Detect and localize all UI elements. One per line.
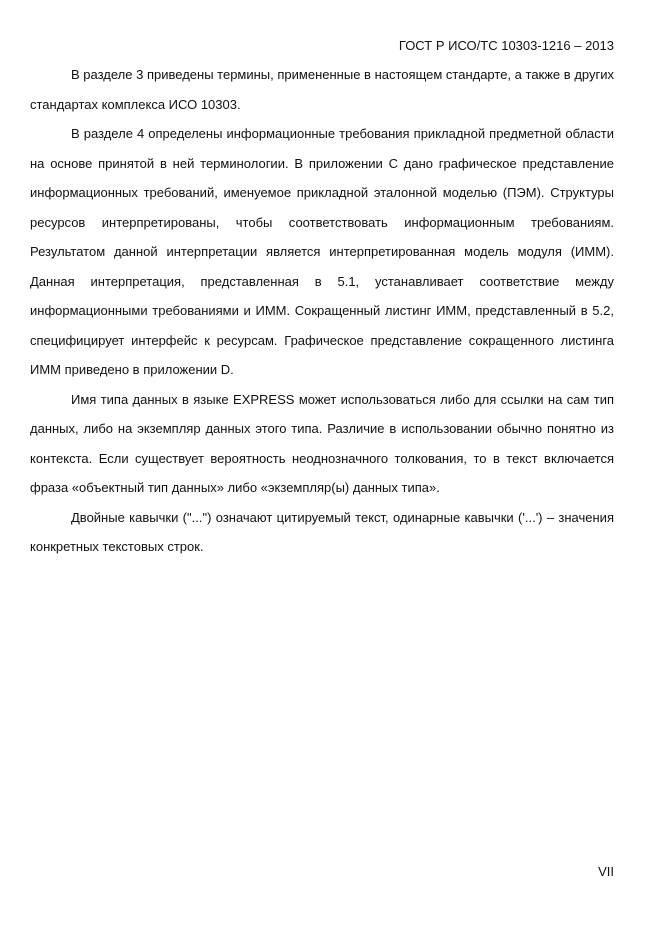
page-number: VII xyxy=(598,864,614,879)
body-text xyxy=(30,60,614,562)
paragraph-express-types: Имя типа данных в языке EXPRESS может использоваться либо для ссылки на сам тип данных, либо на экземпляр данных этого типа. Различие в использовании обычно понятно из контекста. Если существует вероятность неоднозначного толкования, то в текст включается фраза «объектный тип данных» либо «экземпляр(ы) данных типа». xyxy=(30,391,614,495)
paragraph-quotes: Двойные кавычки ("...") означают цитируемый текст, одинарные кавычки ('...') – значения конкретных текстовых строк. xyxy=(30,509,614,554)
standard-header: ГОСТ Р ИСО/ТС 10303-1216 – 2013 xyxy=(398,38,614,53)
paragraph-section-4: В разделе 4 определены информационные требования прикладной предметной области на основе принятой в ней терминологии. В приложении С дано графическое представление информационных требований, именуемое прикладной эталонной моделью (ПЭМ). Структуры ресурсов интерпретированы, чтобы соответствовать информационным требованиям. Результатом данной интерпретации является интерпретированная модель модуля (ИММ). Данная интерпретация, представленная в 5.1, устанавливает соответствие между информационными требованиями и ИММ. Сокращенный листинг ИММ, представленный в 5.2, специфицирует интерфейс к ресурсам. Графическое представление сокращенного листинга ИММ приведено в приложении D. xyxy=(30,126,614,377)
paragraph-section-3: В разделе 3 приведены термины, примененные в настоящем стандарте, а также в других стандартах комплекса ИСО 10303. xyxy=(30,67,614,112)
